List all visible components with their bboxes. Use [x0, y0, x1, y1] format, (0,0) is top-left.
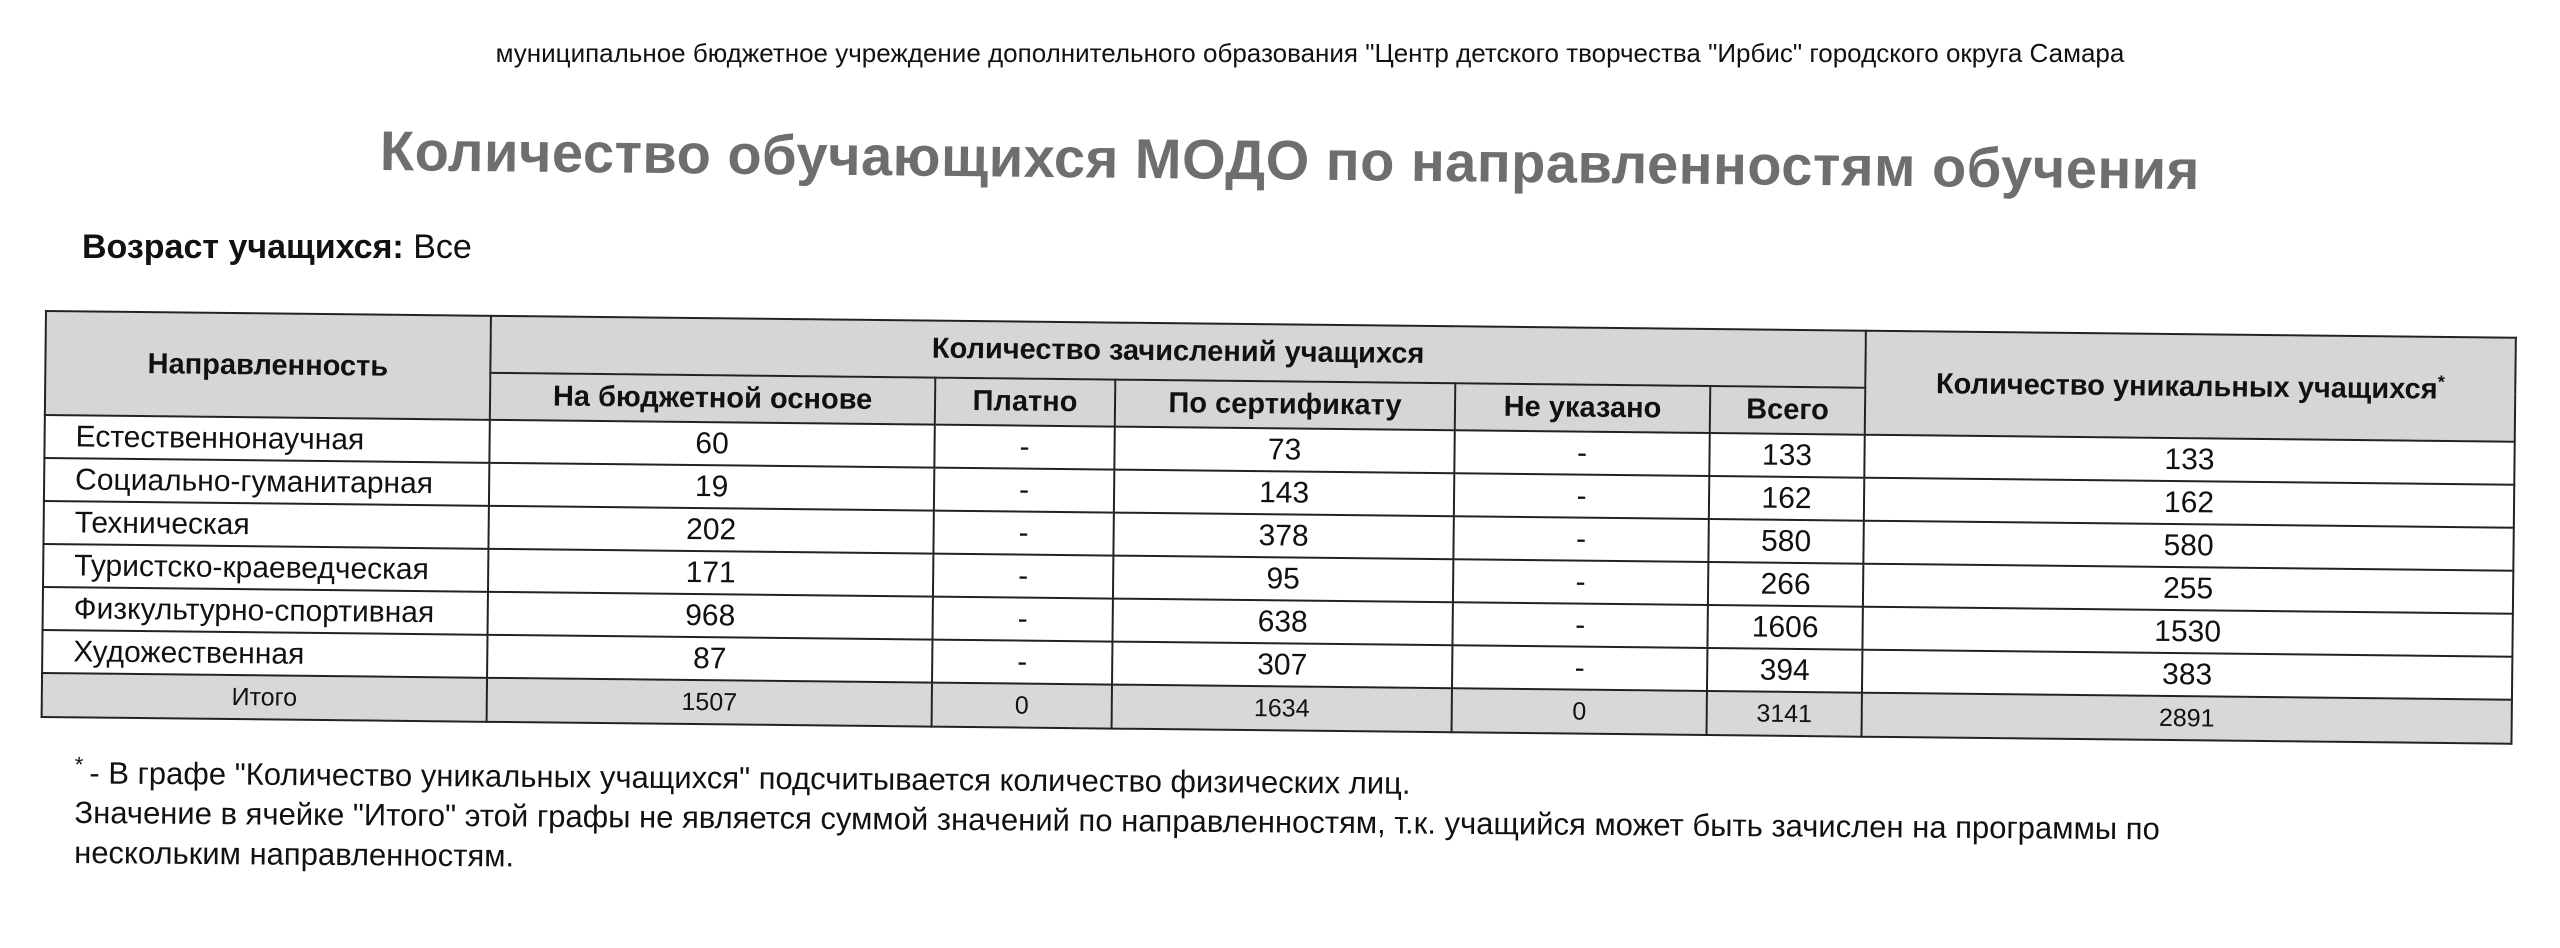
cell-unique: 255	[1863, 564, 2513, 614]
cell-total: 580	[1708, 519, 1863, 564]
enrollment-table-wrap	[41, 310, 2515, 745]
cell-unique: 383	[1862, 650, 2512, 700]
total-paid: 0	[932, 683, 1112, 729]
total-budget: 1507	[487, 678, 932, 727]
cell-unspecified: -	[1453, 559, 1708, 605]
total-total: 3141	[1706, 691, 1861, 737]
footnote-asterisk: *	[74, 751, 84, 778]
header-total: Всего	[1710, 386, 1866, 435]
cell-certificate: 73	[1114, 427, 1454, 474]
header-budget: На бюджетной основе	[490, 373, 935, 425]
cell-unique: 133	[1864, 435, 2514, 485]
cell-budget: 171	[488, 549, 933, 597]
cell-certificate: 143	[1114, 470, 1454, 517]
age-filter	[82, 228, 472, 267]
cell-direction: Туристско-краеведческая	[43, 544, 488, 592]
page-title: Количество обучающихся МОДО по направленностям обучения	[379, 119, 2201, 202]
header-unspecified: Не указано	[1455, 383, 1710, 433]
cell-unique: 162	[1864, 478, 2514, 528]
cell-total: 133	[1709, 433, 1864, 478]
cell-certificate: 307	[1112, 642, 1452, 689]
cell-unspecified: -	[1454, 473, 1709, 519]
cell-paid: -	[932, 640, 1112, 685]
cell-total: 266	[1708, 562, 1863, 607]
cell-total: 1606	[1707, 605, 1862, 650]
cell-paid: -	[934, 468, 1114, 513]
footnote	[74, 745, 2495, 892]
cell-direction: Естественнонаучная	[44, 415, 489, 463]
cell-paid: -	[934, 425, 1114, 470]
cell-budget: 87	[487, 635, 932, 683]
cell-unspecified: -	[1454, 430, 1709, 476]
cell-budget: 968	[488, 592, 933, 640]
organization-text: муниципальное бюджетное учреждение дополнительного образования "Центр детского творчества "Ирбис" городского округа Самара	[495, 38, 2125, 68]
header-unique-label: Количество уникальных учащихся	[1935, 367, 2438, 406]
header-paid: Платно	[935, 378, 1115, 427]
footnote-line-2: Значение в ячейке "Итого" этой графы не является суммой значений по направленностям, т.к. учащийся может быть зачислен на программы по	[74, 795, 2160, 847]
cell-unspecified: -	[1452, 645, 1707, 691]
cell-direction: Физкультурно-спортивная	[43, 587, 488, 635]
header-certificate: По сертификату	[1115, 380, 1455, 431]
cell-budget: 19	[489, 463, 934, 511]
header-unique	[1865, 331, 2516, 442]
enrollment-table	[41, 310, 2517, 745]
footnote-marker: *	[2437, 371, 2445, 392]
cell-paid: -	[933, 511, 1113, 556]
cell-certificate: 638	[1112, 599, 1452, 646]
cell-budget: 202	[488, 506, 933, 554]
organization-name	[0, 38, 2560, 69]
cell-unspecified: -	[1452, 602, 1707, 648]
cell-unspecified: -	[1453, 516, 1708, 562]
cell-direction: Социально-гуманитарная	[44, 458, 489, 506]
cell-certificate: 378	[1113, 513, 1453, 560]
total-certificate: 1634	[1112, 685, 1452, 733]
header-enrollments-group: Количество зачислений учащихся	[490, 316, 1866, 388]
total-unspecified: 0	[1452, 688, 1707, 735]
total-label: Итого	[42, 673, 487, 722]
total-unique: 2891	[1862, 693, 2512, 744]
age-value: Все	[413, 228, 472, 266]
cell-direction: Техническая	[43, 501, 488, 549]
age-label: Возраст учащихся:	[82, 228, 404, 266]
footnote-line-1-text: - В графе "Количество уникальных учащихся" подсчитывается количество физических лиц.	[89, 755, 1411, 801]
cell-direction: Художественная	[42, 630, 487, 678]
cell-paid: -	[933, 554, 1113, 599]
cell-unique: 1530	[1862, 607, 2512, 657]
cell-paid: -	[932, 597, 1112, 642]
cell-total: 162	[1709, 476, 1864, 521]
cell-budget: 60	[489, 420, 934, 468]
cell-unique: 580	[1863, 521, 2513, 571]
footnote-line-3: нескольким направленностям.	[74, 835, 515, 874]
cell-total: 394	[1707, 648, 1862, 693]
header-direction: Направленность	[45, 311, 491, 420]
cell-certificate: 95	[1113, 556, 1453, 603]
